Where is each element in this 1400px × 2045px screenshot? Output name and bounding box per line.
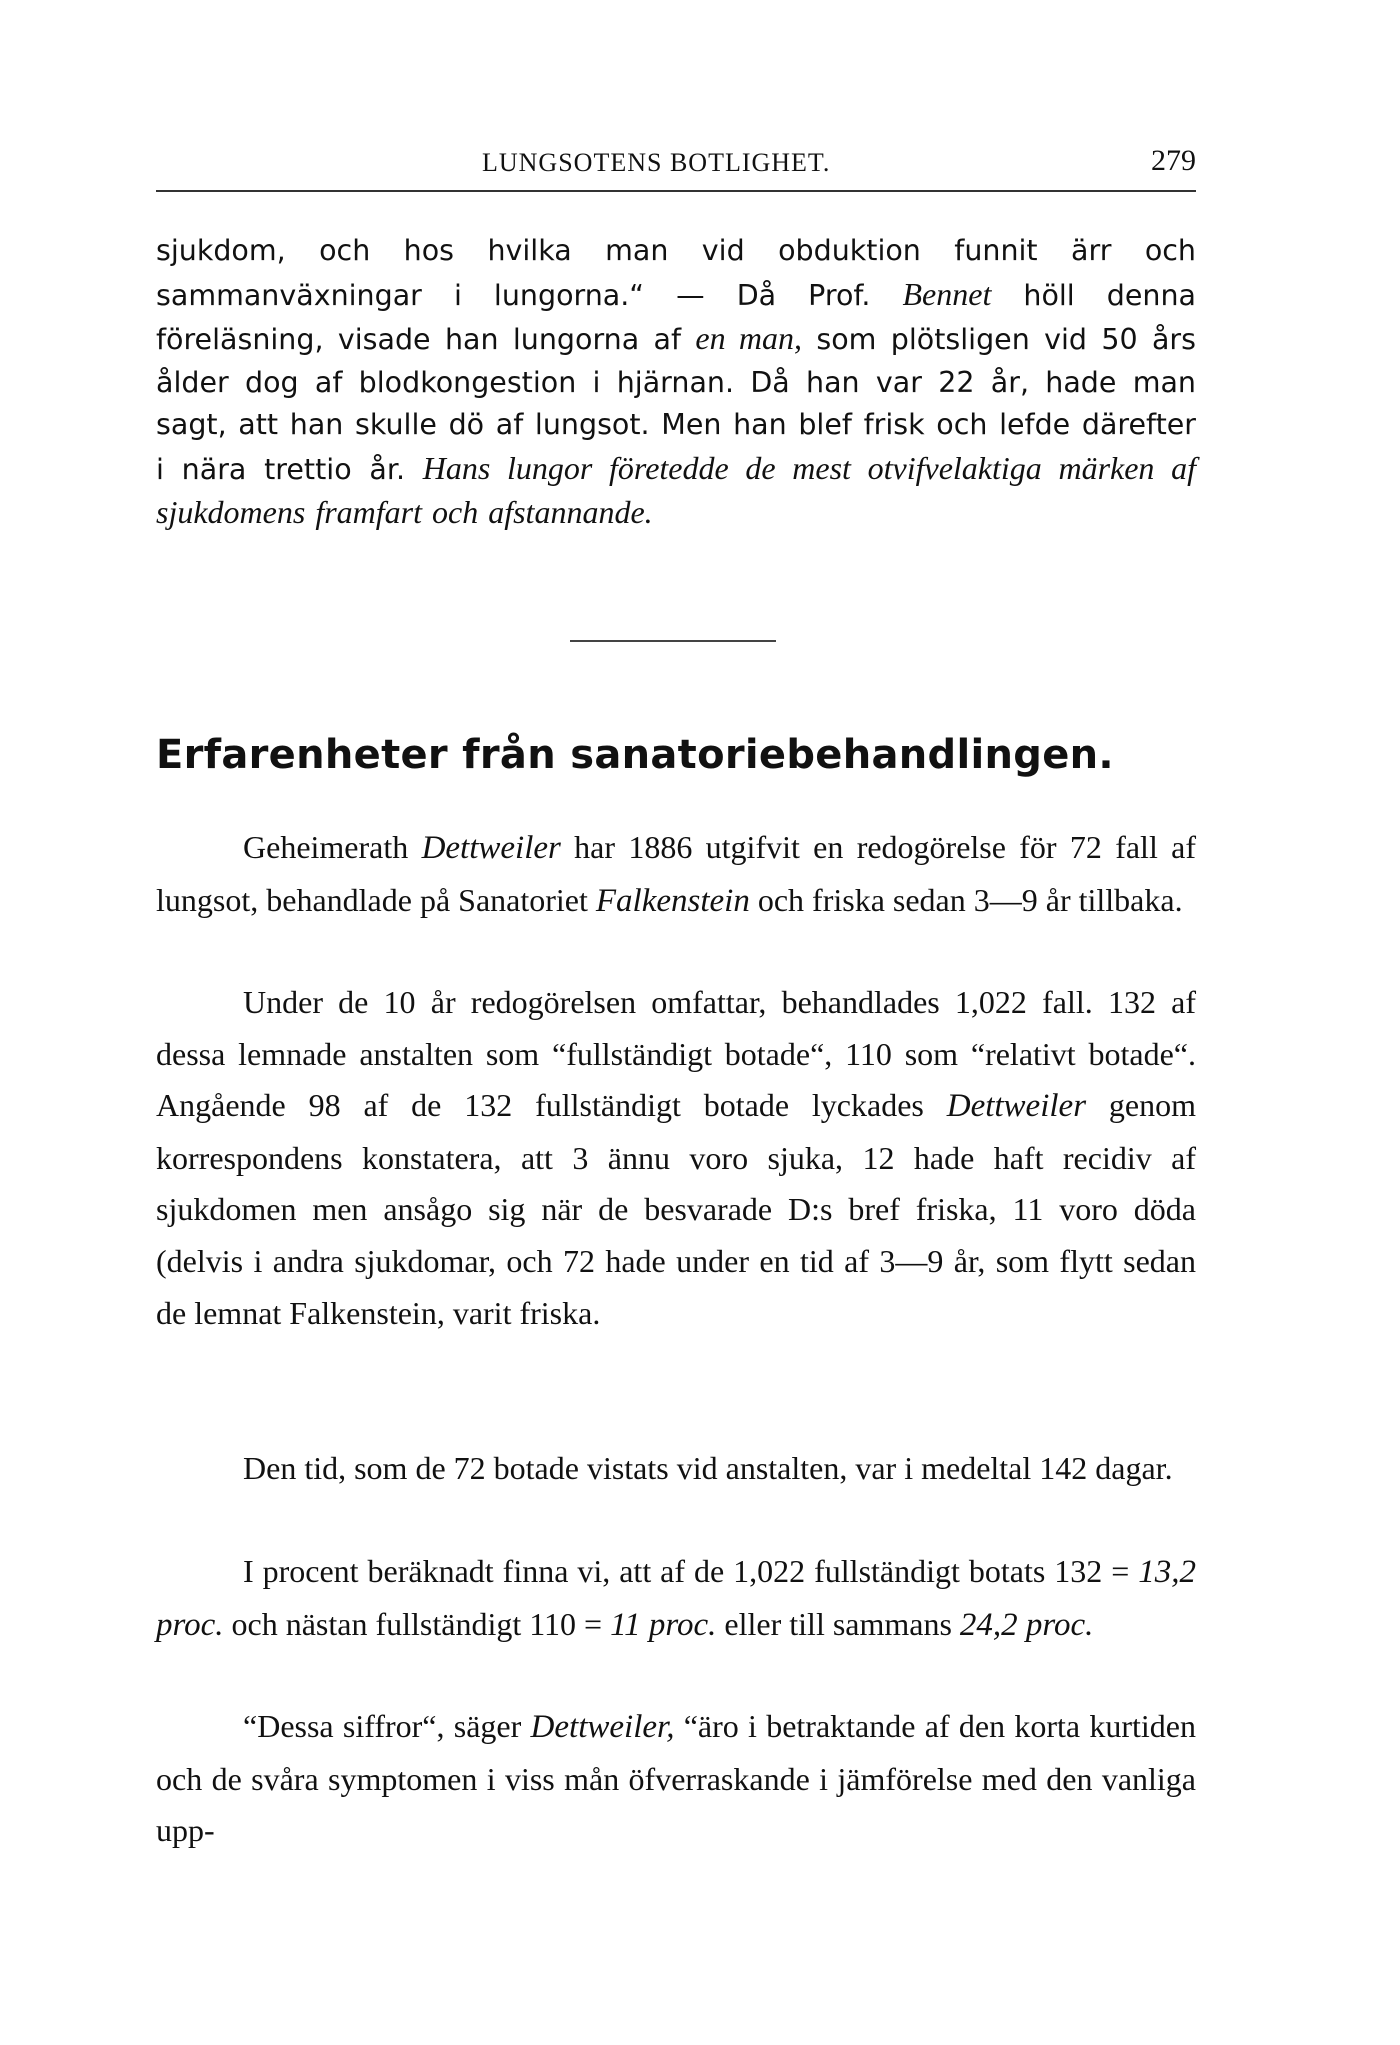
emphasis-dettweiler: Dettweiler xyxy=(946,1088,1087,1125)
text-run: Geheimerath xyxy=(243,829,422,865)
section-separator xyxy=(570,640,776,642)
emphasis-dettweiler: Dettweiler xyxy=(421,830,561,866)
text-run: Under de 10 år redogörelsen omfattar, behandlades 1,022 fall. 132 af dessa lemnade anstalten som “fullständigt botade“, 110 som “relativt botade“. Angående 98 af de 132 fullständigt botade lyckades xyxy=(156,984,1196,1124)
emphasis-falkenstein: Falkenstein xyxy=(595,882,750,919)
text-run: och friska sedan 3—9 år tillbaka. xyxy=(749,881,1183,918)
text-run: sjukdom, och hos hvilka man vid obduktion funnit ärr och sammanväxningar i lungorna.“ — Då Prof. xyxy=(156,234,1196,312)
emphasis-en-man: en man, xyxy=(695,320,803,356)
paragraph-2 xyxy=(156,822,1196,927)
emphasis-dettweiler: Dettweiler, xyxy=(530,1709,675,1745)
paragraph-5 xyxy=(156,1546,1196,1651)
section-title: Erfarenheter från sanatoriebehandlingen. xyxy=(156,732,1114,778)
text-run: som plötsligen vid 50 års ålder dog af blodkongestion i hjärnan. Då han var 22 år, hade man sagt, att han skulle dö af lungsot. Men han blef frisk och lefde därefter i nära trettio år. xyxy=(156,323,1197,486)
emphasis-bennet: Bennet xyxy=(902,275,992,312)
page-number: 279 xyxy=(1151,144,1196,177)
text-run: och nästan fullständigt 110 = xyxy=(223,1605,611,1642)
running-head: LUNGSOTENS BOTLIGHET. xyxy=(482,148,831,177)
paragraph-4 xyxy=(156,1443,1196,1495)
text-run: Den tid, som de 72 botade vistats vid anstalten, var i medeltal 142 dagar. xyxy=(243,1450,1173,1486)
text-run: I procent beräknadt finna vi, att af de 1,022 fullständigt botats 132 = xyxy=(243,1553,1139,1589)
page-header xyxy=(156,144,1196,184)
emphasis-percentage: 11 proc. xyxy=(610,1606,717,1643)
paragraph-1 xyxy=(156,230,1196,536)
paragraph-3 xyxy=(156,977,1196,1339)
text-run: “Dessa siffror“, säger xyxy=(243,1708,531,1744)
text-run: genom korrespondens konstatera, att 3 ännu voro sjuka, 12 hade haft recidiv af sjukdomen men ansågo sig när de besvarade D:s bref friska, 11 voro döda (delvis i andra sjukdomar, och 72 hade under en tid af 3—9 år, som flytt sedan de lemnat Falkenstein, varit friska. xyxy=(156,1087,1197,1331)
text-run: har 1886 utgifvit en redogörelse för 72 fall af lungsot, behandlade på Sanatoriet xyxy=(156,829,1197,918)
emphasis-closing-sentence: Hans lungor företedde de mest otvifvelaktiga märken af sjukdomens framfart och afstannande. xyxy=(156,449,1196,530)
paragraph-6 xyxy=(156,1701,1196,1857)
text-run: höll denna föreläsning, visade han lungorna af xyxy=(156,278,1197,356)
emphasis-percentage: 24,2 proc. xyxy=(959,1606,1094,1643)
emphasis-percentage: 13,2 proc. xyxy=(156,1554,1196,1643)
text-run: “äro i betraktande af den korta kurtiden och de svåra symptomen i viss mån öfverraskande i jämförelse med den vanliga upp- xyxy=(156,1708,1197,1849)
header-rule xyxy=(156,190,1196,192)
text-run: eller till sammans xyxy=(716,1605,960,1642)
